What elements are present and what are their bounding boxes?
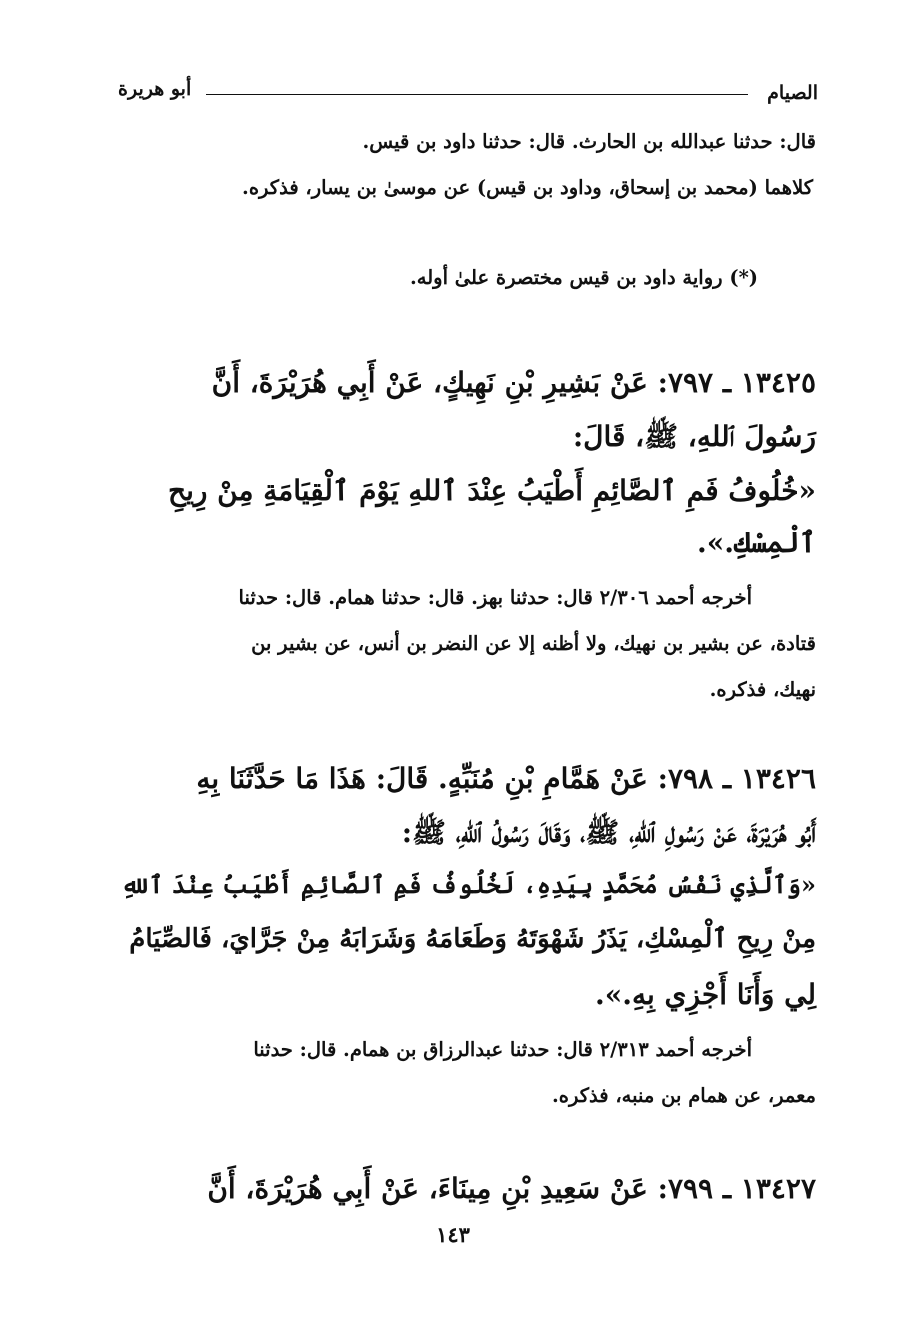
hadith-text-line: رَسُولَ ٱللهِ، ﷺ، قَالَ: bbox=[572, 420, 816, 453]
hadith-heading: ١٣٤٢٥ ـ ٧٩٧: عَنْ بَشِيرِ بْنِ نَهِيكٍ، عَنْ أَبِي هُرَيْرَةَ، أَنَّ bbox=[211, 366, 816, 399]
page-number: ١٤٣ bbox=[436, 1222, 470, 1247]
page-header bbox=[118, 78, 818, 114]
footnote: (*) رواية داود بن قيس مختصرة علىٰ أوله. bbox=[409, 266, 758, 289]
takhrij-line: أخرجه أحمد ٢/٣١٣ قال: حدثنا عبدالرزاق بن همام. قال: حدثنا bbox=[253, 1038, 752, 1061]
header-rule bbox=[206, 94, 748, 95]
hadith-heading: ١٣٤٢٦ ـ ٧٩٨: عَنْ هَمَّامِ بْنِ مُنَبِّهٍ. قَالَ: هَذَا مَا حَدَّثَنَا بِهِ bbox=[196, 762, 816, 795]
hadith-text-line: ٱلْمِسْكِ.». bbox=[696, 526, 816, 559]
takhrij-line: نهيك، فذكره. bbox=[709, 678, 816, 701]
hadith-heading: ١٣٤٢٧ ـ ٧٩٩: عَنْ سَعِيدِ بْنِ مِينَاءَ، عَنْ أَبِي هُرَيْرَةَ، أَنَّ bbox=[207, 1172, 816, 1205]
chapter-title: الصيام bbox=[767, 82, 818, 104]
takhrij-line: قتادة، عن بشير بن نهيك، ولا أظنه إلا عن النضر بن أنس، عن بشير بن bbox=[251, 632, 816, 655]
hadith-text-line: أَبُو هُرَيْرَةَ، عَنْ رَسُولِ ٱللهِ، ﷺ، وَقَالَ رَسُولُ ٱللهِ، ﷺ: bbox=[401, 816, 816, 849]
text-line: كلاهما (محمد بن إسحاق، وداود بن قيس) عن موسىٰ بن يسار، فذكره. bbox=[242, 176, 813, 199]
takhrij-line: معمر، عن همام بن منبه، فذكره. bbox=[551, 1084, 816, 1107]
takhrij-line: أخرجه أحمد ٢/٣٠٦ قال: حدثنا بهز. قال: حدثنا همام. قال: حدثنا bbox=[238, 586, 752, 609]
hadith-text-line: مِنْ رِيحِ ٱلْمِسْكِ، يَذَرُ شَهْوَتَهُ وَطَعَامَهُ وَشَرَابَهُ مِنْ جَرَّايَ، فَالصِّيَامُ bbox=[129, 924, 816, 954]
hadith-text-line: «خُلُوفُ فَمِ ٱلصَّائِمِ أَطْيَبُ عِنْدَ ٱللهِ يَوْمَ ٱلْقِيَامَةِ مِنْ رِيحِ bbox=[168, 474, 816, 507]
narrator-title: أبو هريرة bbox=[118, 78, 192, 100]
text-line: قال: حدثنا عبدالله بن الحارث. قال: حدثنا داود بن قيس. bbox=[362, 130, 816, 153]
hadith-text-line: «وَٱلَّذِي نَفْسُ مُحَمَّدٍ بِيَدِهِ، لَخُلُوفُ فَمِ ٱلصَّائِمِ أَطْيَبُ عِنْدَ ٱللهِ bbox=[121, 870, 816, 899]
hadith-text-line: لِي وَأَنَا أَجْزِي بِهِ.». bbox=[595, 978, 816, 1011]
